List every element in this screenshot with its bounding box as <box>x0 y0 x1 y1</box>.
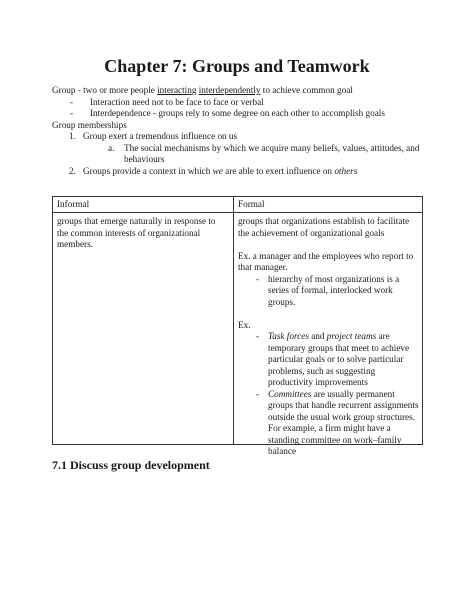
italic-others: others <box>334 165 358 176</box>
number-marker: 2. <box>69 165 76 176</box>
dash-item-interaction <box>52 97 432 109</box>
formal-definition: groups that organizations establish to facilitate the achievement of organizational goals <box>238 216 410 238</box>
table-row-divider <box>53 212 422 213</box>
text-run: and <box>308 331 327 341</box>
bullet-text <box>268 331 420 389</box>
header-informal: Informal <box>57 199 90 209</box>
sub-item-line: behaviours <box>124 154 165 164</box>
intro-notes <box>52 85 432 177</box>
group-definition-suffix: to achieve common goal <box>260 85 353 95</box>
term-committees: Committees <box>268 388 312 399</box>
term-task-forces: Task forces <box>268 331 309 341</box>
dash-marker: - <box>70 108 74 118</box>
numbered-item-text: Group exert a tremendous influence on us <box>83 131 238 141</box>
groups-table <box>52 196 423 456</box>
sub-item-a <box>52 143 432 166</box>
number-marker: 1. <box>69 131 76 141</box>
underlined-interacting: interacting <box>157 85 197 95</box>
dash-item-interdependence <box>52 108 432 120</box>
letter-marker: a. <box>108 142 115 153</box>
task-forces-bullet <box>238 331 420 389</box>
underlined-interdependently: interdependently <box>198 85 261 95</box>
dash-marker: - <box>256 331 260 341</box>
formal-example-1-bullet <box>238 274 420 309</box>
bullet-text: hierarchy of most organizations is a series of formal, interlocked work groups. <box>268 273 400 307</box>
text-run: Groups provide a context in which <box>83 165 213 176</box>
committees-bullet <box>238 389 420 458</box>
sub-item-text <box>124 143 419 166</box>
group-definition <box>52 85 432 97</box>
text-run: are usually permanent groups that handle recurrent assignments outside the usual work group structures. For example, a firm might have a standing committee on work–family balance <box>268 388 419 456</box>
term-project-teams: project teams <box>326 331 377 341</box>
numbered-item-2 <box>52 166 432 178</box>
dash-marker: - <box>256 388 260 399</box>
chapter-title: Chapter 7: Groups and Teamwork <box>104 56 370 76</box>
dash-item-text: Interaction need not to be face to face or verbal <box>90 96 264 107</box>
informal-cell: groups that emerge naturally in response to the common interests of organizational members. <box>57 216 216 249</box>
bullet-text <box>268 389 420 458</box>
numbered-item-1 <box>52 131 432 143</box>
header-formal: Formal <box>238 199 265 209</box>
formal-cell <box>238 216 420 458</box>
dash-item-text: Interdependence - groups rely to some degree on each other to accomplish goals <box>90 108 385 118</box>
dash-marker: - <box>70 96 74 107</box>
text-run: are able to exert influence on <box>222 165 335 176</box>
group-definition-text: Group - two or more people <box>52 85 158 95</box>
section-heading: 7.1 Discuss group development <box>52 458 210 472</box>
text-run: are temporary groups that meet to achieve particular goals or to solve particular problems, such as suggesting productivity improvements <box>268 331 410 387</box>
group-memberships-label: Group memberships <box>52 119 127 130</box>
numbered-item-text <box>83 166 357 178</box>
table-column-divider <box>233 197 234 444</box>
formal-example-1: Ex. a manager and the employees who report to that manager. <box>238 250 414 272</box>
dash-marker: - <box>256 273 260 284</box>
italic-we: we <box>212 165 223 176</box>
sub-item-line: The social mechanisms by which we acquire many beliefs, values, attitudes, and <box>124 142 420 153</box>
formal-example-2: Ex. <box>238 319 251 330</box>
